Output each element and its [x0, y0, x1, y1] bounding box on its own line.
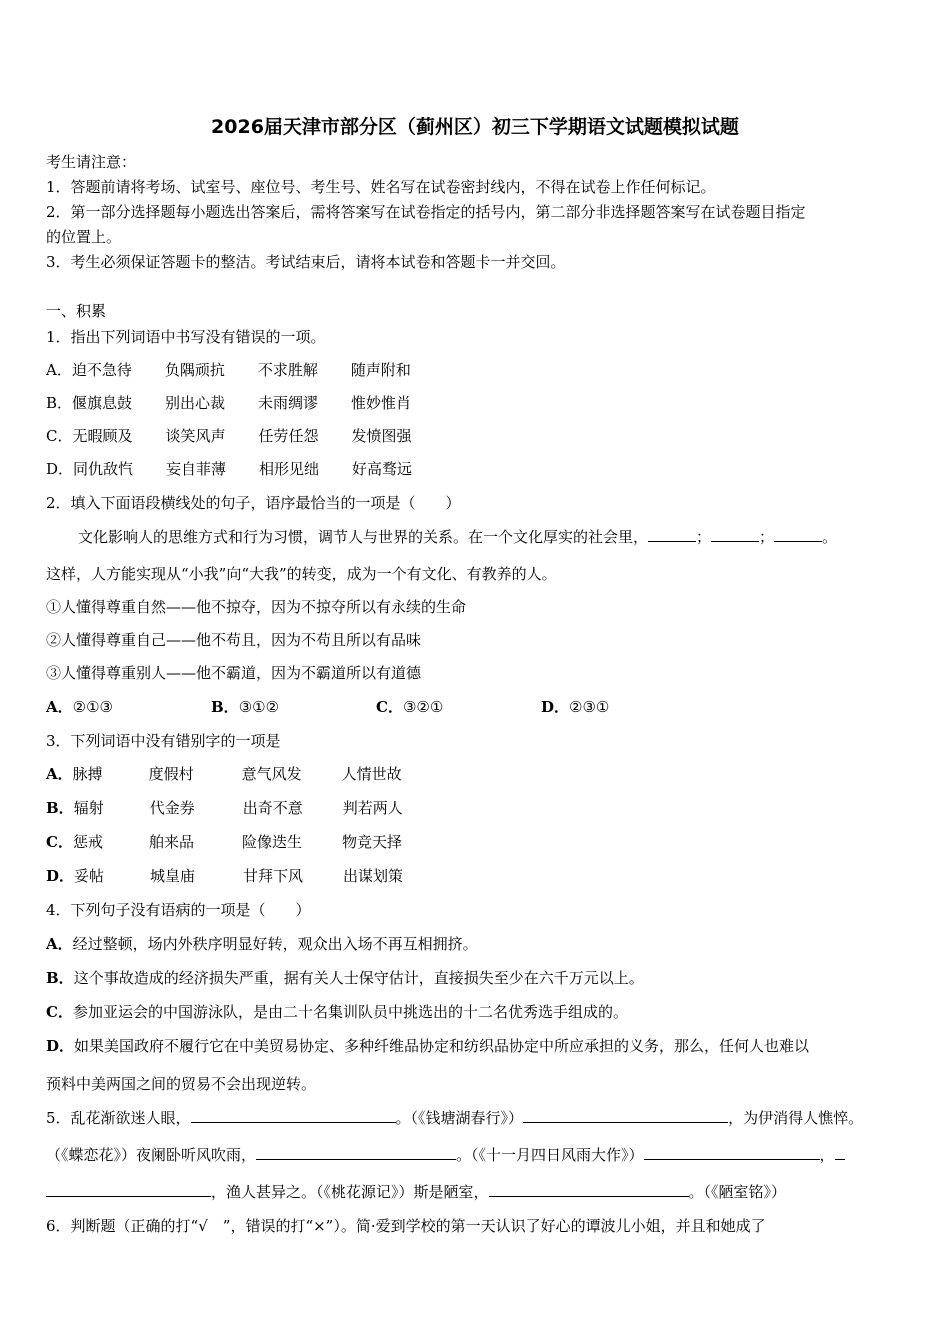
notice-heading: 考生请注意：	[46, 153, 137, 171]
notice-item: 1．答题前请将考场、试室号、座位号、考生号、姓名写在试卷密封线内，不得在试卷上作任何标记。	[46, 178, 716, 196]
q4-option-d-cont: 预料中美两国之间的贸易不会出现逆转。	[46, 1075, 317, 1093]
q4-option-b: B．这个事故造成的经济损失严重，据有关人士保守估计，直接损失至少在六千万元以上。	[46, 969, 644, 987]
q4-stem: 4．下列句子没有语病的一项是（ ）	[46, 901, 311, 919]
section-heading: 一、积累	[46, 302, 107, 320]
q2-item: ③人懂得尊重别人——他不霸道，因为不霸道所以有道德	[46, 664, 422, 682]
q2-stem: 2．填入下面语段横线处的句子，语序最恰当的一项是（ ）	[46, 494, 461, 512]
q3-option-c: C．惩戒 舶来品 险像迭生 物竞天择	[46, 833, 402, 851]
q3-option-d: D．妥帖 城皇庙 甘拜下风 出谋划策	[46, 867, 404, 885]
q4-option-d: D．如果美国政府不履行它在中美贸易协定、多种纤维品协定和纺织品协定中所应承担的义务，那么，任何人也难以	[46, 1037, 810, 1055]
q1-option-a: A．迫不急待 负隅顽抗 不求胜解 随声附和	[46, 361, 411, 379]
q1-stem: 1．指出下列词语中书写没有错误的一项。	[46, 328, 326, 346]
q2-item: ②人懂得尊重自己——他不苟且，因为不苟且所以有品味	[46, 631, 422, 649]
q1-option-c: C．无暇顾及 谈笑风声 任劳任怨 发愤图强	[46, 427, 412, 445]
q2-options: A．②①③ B．③①② C．③②① D．②③①	[46, 698, 610, 716]
exam-title: 2026届天津市部分区（蓟州区）初三下学期语文试题模拟试题	[211, 116, 739, 138]
notice-item: 的位置上。	[46, 228, 122, 246]
q4-option-c: C．参加亚运会的中国游泳队，是由二十名集训队员中挑选出的十二名优秀选手组成的。	[46, 1003, 628, 1021]
q6-stem: 6．判断题（正确的打“√ ”，错误的打“×”）。简·爱到学校的第一天认识了好心的谭波儿小姐，并且和她成了	[46, 1217, 766, 1235]
q2-item: ①人懂得尊重自然——他不掠夺，因为不掠夺所以有永续的生命	[46, 598, 467, 616]
q5-line-3: ，渔人甚异之。（《桃花源记》）斯是陋室， 。（《陋室铭》）	[46, 1182, 786, 1202]
q5-line-1: 5．乱花渐欲迷人眼， 。（《钱塘湖春行》） ，为伊消得人憔悴。	[46, 1109, 864, 1127]
notice-item: 3．考生必须保证答题卡的整洁。考试结束后，请将本试卷和答题卡一并交回。	[46, 253, 566, 271]
q3-option-b: B．辐射 代金券 出奇不意 判若两人	[46, 799, 403, 817]
q2-passage: 文化影响人的思维方式和行为习惯，调节人与世界的关系。在一个文化厚实的社会里， ； ； 。	[78, 528, 838, 546]
notice-item: 2．第一部分选择题每小题选出答案后，需将答案写在试卷指定的括号内，第二部分非选择题答案写在试卷题目指定	[46, 203, 806, 221]
q5-line-2: （《蝶恋花》）夜阑卧听风吹雨， 。（《十一月四日风雨大作》） ，	[46, 1145, 845, 1165]
q4-option-a: A．经过整顿，场内外秩序明显好转，观众出入场不再互相拥挤。	[46, 935, 478, 953]
q1-option-b: B．偃旗息鼓 别出心裁 未雨绸谬 惟妙惟肖	[46, 394, 412, 412]
q1-option-d: D．同仇敌忾 妄自菲薄 相形见绌 好高骛远	[46, 460, 413, 478]
q3-stem: 3．下列词语中没有错别字的一项是	[46, 732, 281, 750]
q3-option-a: A．脉搏 度假村 意气风发 人情世故	[46, 765, 402, 783]
q2-passage-cont: 这样，人方能实现从“小我”向“大我”的转变，成为一个有文化、有教养的人。	[46, 565, 557, 583]
